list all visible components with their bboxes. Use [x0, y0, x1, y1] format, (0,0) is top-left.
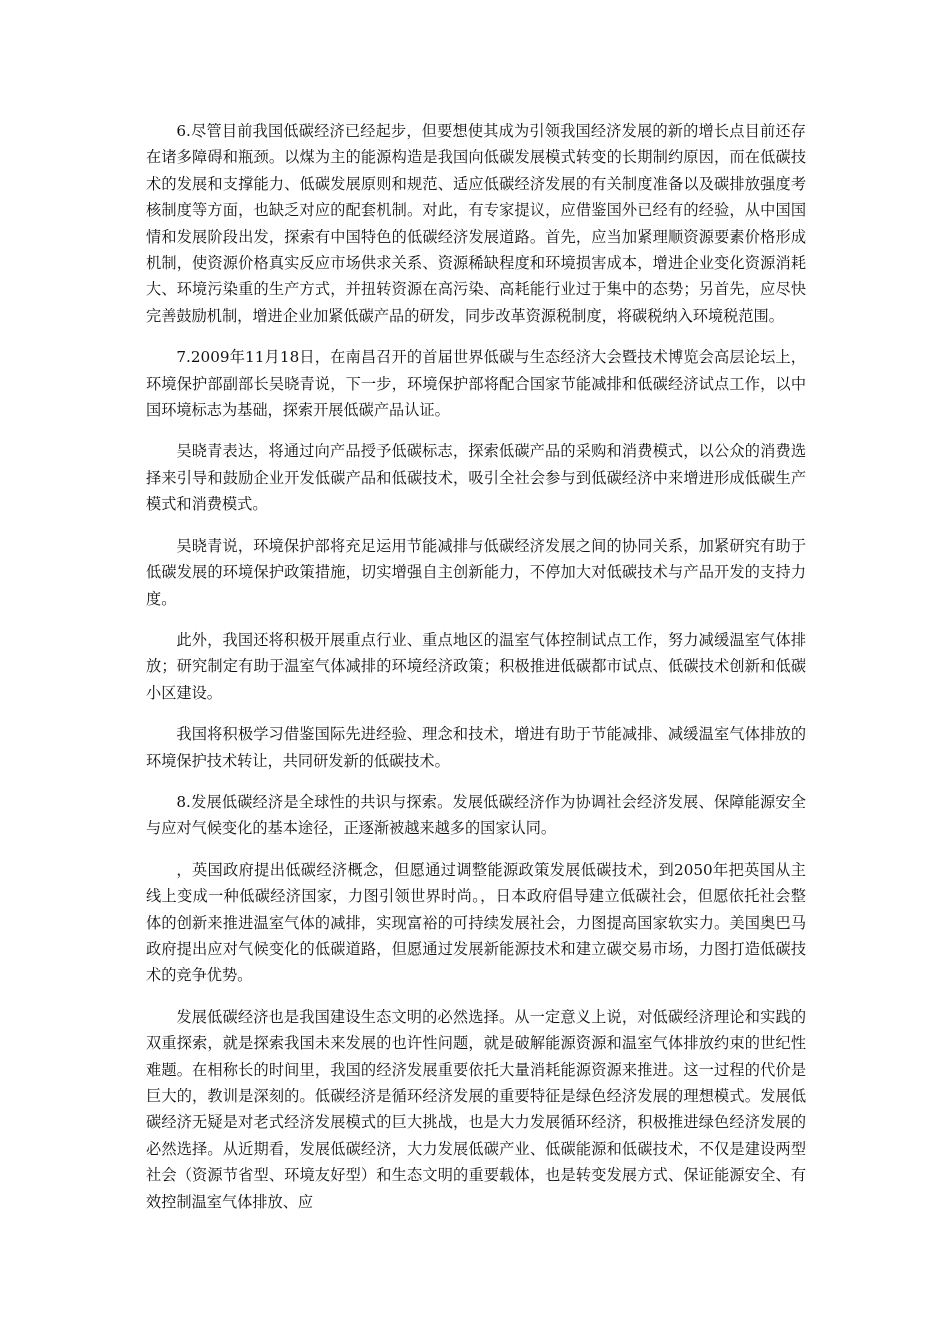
paragraph-countries: ，英国政府提出低碳经济概念，但愿通过调整能源政策发展低碳技术，到2050年把英国从主线上变成一种低碳经济国家，力图引领世界时尚。，日本政府倡导建立低碳社会，但愿依托社会整体的创新来推进温室气体的减排，实现富裕的可持续发展社会，力图提高国家软实力。美国奥巴马政府提出应对气候变化的低碳道路，但愿通过发展新能源技术和建立碳交易市场，力图打造低碳技术的竞争优势。	[146, 860, 806, 985]
paragraph-7: 7.2009年11月18日，在南昌召开的首届世界低碳与生态经济大会暨技术博览会高层论坛上，环境保护部副部长吴晓青说，下一步，环境保护部将配合国家节能减排和低碳经济试点工作，以中国环境标志为基础，探索开展低碳产品认证。	[146, 348, 806, 420]
paragraph-ecological: 发展低碳经济也是我国建设生态文明的必然选择。从一定意义上说，对低碳经济理论和实践的双重探索，就是探索我国未来发展的也许性问题，就是破解能源资源和温室气体排放约束的世纪性难题。在相称长的时间里，我国的经济发展重要依托大量消耗能源资源来推进。这一过程的代价是巨大的，教训是深刻的。低碳经济是循环经济发展的重要特征是绿色经济发展的理想模式。发展低碳经济无疑是对老式经济发展模式的巨大挑战，也是大力发展循环经济，积极推进绿色经济发展的必然选择。从近期看，发展低碳经济，大力发展低碳产业、低碳能源和低碳技术，不仅是建设两型社会（资源节省型、环境友好型）和生态文明的重要载体，也是转变发展方式、保证能源安全、有效控制温室气体排放、应	[146, 1007, 806, 1211]
document-body	[146, 118, 806, 1230]
paragraph-wu-policy: 吴晓青说，环境保护部将充足运用节能减排与低碳经济发展之间的协同关系，加紧研究有助于低碳发展的环境保护政策措施，切实增强自主创新能力，不停加大对低碳技术与产品开发的支持力度。	[146, 536, 806, 608]
paragraph-6: 6.尽管目前我国低碳经济已经起步，但要想使其成为引领我国经济发展的新的增长点目前还存在诸多障碍和瓶颈。以煤为主的能源构造是我国向低碳发展模式转变的长期制约原因，而在低碳技术的发展和支撑能力、低碳发展原则和规范、适应低碳经济发展的有关制度准备以及碳排放强度考核制度等方面，也缺乏对应的配套机制。对此，有专家提议，应借鉴国外已经有的经验，从中国国情和发展阶段出发，探索有中国特色的低碳经济发展道路。首先，应当加紧理顺资源要素价格形成机制，使资源价格真实反应市场供求关系、资源稀缺程度和环境损害成本，增进企业变化资源消耗大、环境污染重的生产方式，并扭转资源在高污染、高耗能行业过于集中的态势；另首先，应尽快完善鼓励机制，增进企业加紧低碳产品的研发，同步改革资源税制度，将碳税纳入环境税范围。	[146, 122, 806, 325]
paragraph-international: 我国将积极学习借鉴国际先进经验、理念和技术，增进有助于节能减排、减缓温室气体排放的环境保护技术转让，共同研发新的低碳技术。	[146, 725, 806, 770]
paragraph-pilot-work: 此外，我国还将积极开展重点行业、重点地区的温室气体控制试点工作，努力减缓温室气体排放；研究制定有助于温室气体减排的环境经济政策；积极推进低碳都市试点、低碳技术创新和低碳小区建设。	[146, 630, 806, 702]
paragraph-8: 8.发展低碳经济是全球性的共识与探索。发展低碳经济作为协调社会经济发展、保障能源安全与应对气候变化的基本途径，正逐渐被越来越多的国家认同。	[146, 792, 806, 838]
paragraph-wu-label: 吴晓青表达，将通过向产品授予低碳标志，探索低碳产品的采购和消费模式，以公众的消费选择来引导和鼓励企业开发低碳产品和低碳技术，吸引全社会参与到低碳经济中来增进形成低碳生产模式和消费模式。	[146, 442, 806, 514]
